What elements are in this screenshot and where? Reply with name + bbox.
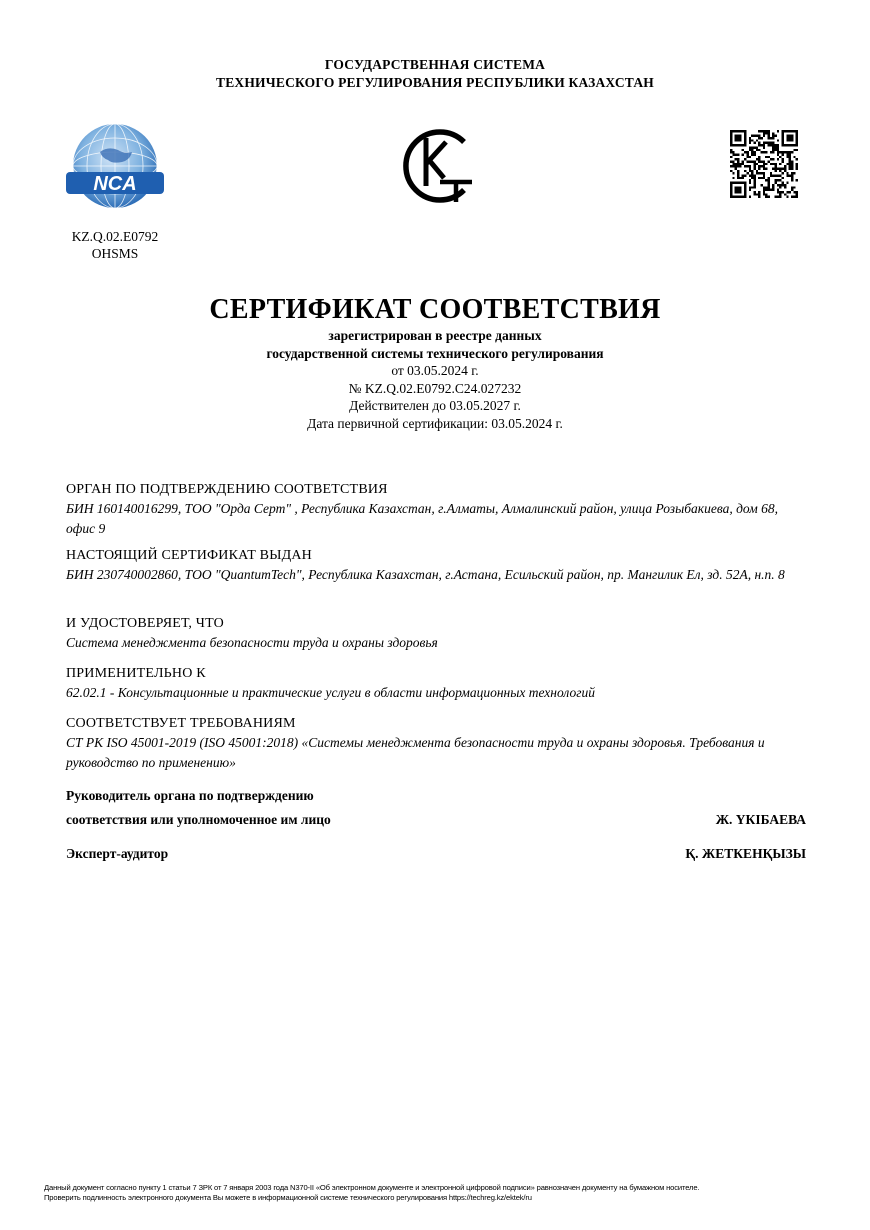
footer-line-1: Данный документ согласно пункту 1 статьи 7 ЗРК от 7 января 2003 года N370-II «Об электронном документе и электронной цифровой подписи» равнозначен документу на бумажном носителе. (44, 1183, 700, 1192)
accreditation-number: KZ.Q.02.E0792 (71, 229, 159, 244)
kz-conformity-mark-icon (396, 124, 476, 208)
section-text: 62.02.1 - Консультационные и практические услуги в области информационных технологий (66, 685, 595, 700)
expert-label: Эксперт-аудитор (66, 846, 169, 861)
legal-footer (44, 1183, 834, 1203)
section-text: БИН 230740002860, ТОО "QuantumTech", Республика Казахстан, г.Астана, Есильский район, пр. Мангилик Ел, зд. 52А, н.п. 8 (66, 567, 785, 582)
registration-line-1: зарегистрирован в реестре данных (328, 328, 542, 343)
certificate-title: СЕРТИФИКАТ СООТВЕТСТВИЯ (209, 294, 661, 325)
section-heading: ОРГАН ПО ПОДТВЕРЖДЕНИЮ СООТВЕТСТВИЯ (66, 482, 388, 497)
section-heading: ПРИМЕНИТЕЛЬНО К (66, 666, 206, 681)
system-header (0, 56, 870, 92)
registration-date: от 03.05.2024 г. (391, 363, 479, 378)
nca-globe-logo-icon (64, 122, 166, 218)
accreditation-scheme: OHSMS (91, 246, 139, 261)
section-issued-to (66, 547, 806, 585)
header-line-1: ГОСУДАРСТВЕННАЯ СИСТЕМА (324, 57, 546, 72)
accreditation-info (40, 228, 190, 262)
section-requirements (66, 715, 806, 773)
section-certifies (66, 615, 806, 653)
header-line-2: ТЕХНИЧЕСКОГО РЕГУЛИРОВАНИЯ РЕСПУБЛИКИ КАЗАХСТАН (216, 75, 654, 90)
section-text: БИН 160140016299, ТОО "Орда Серт" , Республика Казахстан, г.Алматы, Алмалинский район, улица Розыбакиева, дом 68, офис 9 (66, 501, 779, 536)
registration-line-2: государственной системы технического регулирования (266, 345, 604, 361)
expert-name: Қ. ЖЕТКЕНҚЫЗЫ (685, 846, 806, 861)
section-heading: И УДОСТОВЕРЯЕТ, ЧТО (66, 616, 224, 631)
head-name: Ж. ҮКІБАЕВА (715, 812, 806, 827)
registration-number: № KZ.Q.02.E0792.C24.027232 (348, 380, 522, 396)
head-label-line-1: Руководитель органа по подтверждению (66, 788, 314, 803)
section-text: СТ РК ISO 45001-2019 (ISO 45001:2018) «Системы менеджмента безопасности труда и охраны здоровья. Требования и руководство по применению» (66, 735, 765, 770)
section-applicable-to (66, 665, 806, 703)
footer-line-2: Проверить подлинность электронного документа Вы можете в информационной системе технического регулирования https://techreg.kz/ektek/ru (44, 1193, 532, 1202)
section-heading: СООТВЕТСТВУЕТ ТРЕБОВАНИЯМ (66, 716, 296, 731)
first-certification-date: Дата первичной сертификации: 03.05.2024 г. (307, 415, 563, 431)
section-certification-body (66, 481, 806, 539)
signatures-block (66, 784, 806, 866)
head-label-line-2: соответствия или уполномоченное им лицо (66, 812, 331, 827)
registration-block (0, 327, 870, 432)
valid-until: Действителен до 03.05.2027 г. (349, 398, 521, 413)
section-text: Система менеджмента безопасности труда и охраны здоровья (66, 635, 438, 650)
section-heading: НАСТОЯЩИЙ СЕРТИФИКАТ ВЫДАН (66, 548, 312, 563)
qr-code-icon[interactable] (730, 130, 798, 198)
nca-logo-text: NCA (93, 173, 137, 195)
